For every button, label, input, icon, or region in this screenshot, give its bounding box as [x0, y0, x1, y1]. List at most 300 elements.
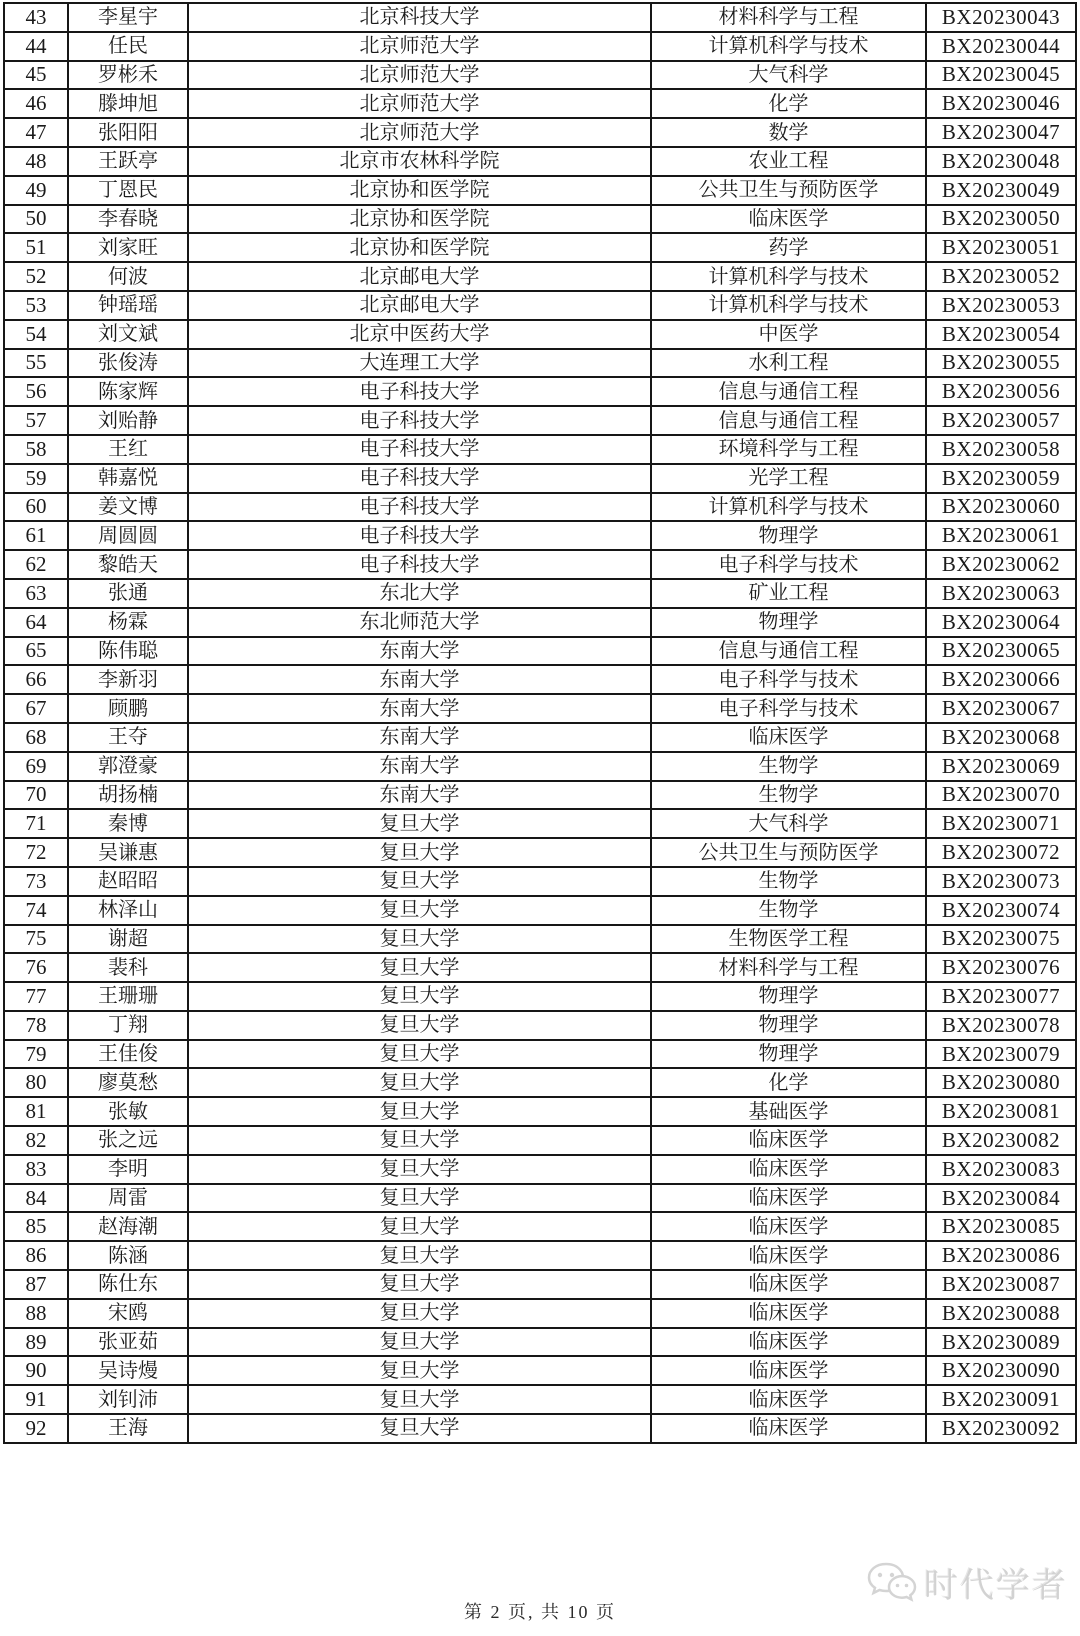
row-number: 87 — [4, 1270, 68, 1299]
university: 东南大学 — [188, 637, 651, 666]
discipline: 信息与通信工程 — [651, 377, 926, 406]
row-number: 88 — [4, 1299, 68, 1328]
table-row — [4, 781, 1076, 810]
discipline: 生物医学工程 — [651, 925, 926, 954]
registration-id: BX20230074 — [926, 896, 1076, 925]
registration-id: BX20230086 — [926, 1241, 1076, 1270]
student-name: 黎皓天 — [68, 550, 188, 579]
row-number: 63 — [4, 579, 68, 608]
university: 大连理工大学 — [188, 349, 651, 378]
university: 复旦大学 — [188, 1299, 651, 1328]
row-number: 81 — [4, 1097, 68, 1126]
table-row — [4, 406, 1076, 435]
student-name: 张俊涛 — [68, 349, 188, 378]
discipline: 大气科学 — [651, 61, 926, 90]
row-number: 44 — [4, 32, 68, 61]
student-name: 郭澄豪 — [68, 752, 188, 781]
registration-id: BX20230056 — [926, 377, 1076, 406]
row-number: 61 — [4, 521, 68, 550]
registration-id: BX20230081 — [926, 1097, 1076, 1126]
registration-id: BX20230065 — [926, 637, 1076, 666]
discipline: 临床医学 — [651, 1385, 926, 1414]
table-row — [4, 1328, 1076, 1357]
student-name: 丁翔 — [68, 1011, 188, 1040]
student-name: 刘贻静 — [68, 406, 188, 435]
university: 东南大学 — [188, 781, 651, 810]
table-row — [4, 867, 1076, 896]
university: 复旦大学 — [188, 1328, 651, 1357]
discipline: 临床医学 — [651, 1299, 926, 1328]
table-row — [4, 233, 1076, 262]
student-name: 廖莫愁 — [68, 1068, 188, 1097]
discipline: 生物学 — [651, 781, 926, 810]
row-number: 46 — [4, 89, 68, 118]
university: 北京市农林科学院 — [188, 147, 651, 176]
university: 北京协和医学院 — [188, 176, 651, 205]
table-row — [4, 1155, 1076, 1184]
table-row — [4, 809, 1076, 838]
discipline: 化学 — [651, 1068, 926, 1097]
student-name: 陈家辉 — [68, 377, 188, 406]
registration-id: BX20230085 — [926, 1212, 1076, 1241]
student-name: 刘家旺 — [68, 233, 188, 262]
table-row — [4, 493, 1076, 522]
university: 复旦大学 — [188, 1126, 651, 1155]
row-number: 47 — [4, 118, 68, 147]
registration-id: BX20230053 — [926, 291, 1076, 320]
row-number: 75 — [4, 925, 68, 954]
row-number: 55 — [4, 349, 68, 378]
discipline: 计算机科学与技术 — [651, 262, 926, 291]
registration-id: BX20230045 — [926, 61, 1076, 90]
table-row — [4, 377, 1076, 406]
row-number: 59 — [4, 464, 68, 493]
university: 复旦大学 — [188, 1097, 651, 1126]
discipline: 大气科学 — [651, 809, 926, 838]
registration-id: BX20230060 — [926, 493, 1076, 522]
registration-id: BX20230058 — [926, 435, 1076, 464]
roster-table-container — [3, 2, 1076, 1444]
table-row — [4, 1212, 1076, 1241]
table-row — [4, 1414, 1076, 1443]
university: 北京中医药大学 — [188, 320, 651, 349]
university: 复旦大学 — [188, 1040, 651, 1069]
registration-id: BX20230047 — [926, 118, 1076, 147]
table-row — [4, 1040, 1076, 1069]
registration-id: BX20230084 — [926, 1184, 1076, 1213]
row-number: 54 — [4, 320, 68, 349]
registration-id: BX20230073 — [926, 867, 1076, 896]
discipline: 计算机科学与技术 — [651, 291, 926, 320]
table-row — [4, 320, 1076, 349]
registration-id: BX20230066 — [926, 665, 1076, 694]
discipline: 临床医学 — [651, 1270, 926, 1299]
registration-id: BX20230048 — [926, 147, 1076, 176]
table-row — [4, 925, 1076, 954]
table-row — [4, 1011, 1076, 1040]
university: 北京师范大学 — [188, 32, 651, 61]
row-number: 77 — [4, 982, 68, 1011]
discipline: 临床医学 — [651, 1155, 926, 1184]
row-number: 72 — [4, 838, 68, 867]
university: 复旦大学 — [188, 1356, 651, 1385]
table-row — [4, 349, 1076, 378]
student-name: 张阳阳 — [68, 118, 188, 147]
student-name: 王佳俊 — [68, 1040, 188, 1069]
discipline: 生物学 — [651, 896, 926, 925]
row-number: 62 — [4, 550, 68, 579]
discipline: 化学 — [651, 89, 926, 118]
university: 电子科技大学 — [188, 464, 651, 493]
student-name: 顾鹏 — [68, 694, 188, 723]
row-number: 90 — [4, 1356, 68, 1385]
discipline: 信息与通信工程 — [651, 406, 926, 435]
discipline: 数学 — [651, 118, 926, 147]
registration-id: BX20230071 — [926, 809, 1076, 838]
student-name: 李星宇 — [68, 3, 188, 32]
row-number: 91 — [4, 1385, 68, 1414]
university: 东北师范大学 — [188, 608, 651, 637]
discipline: 光学工程 — [651, 464, 926, 493]
student-name: 刘文斌 — [68, 320, 188, 349]
student-name: 李明 — [68, 1155, 188, 1184]
registration-id: BX20230051 — [926, 233, 1076, 262]
university: 电子科技大学 — [188, 377, 651, 406]
university: 复旦大学 — [188, 982, 651, 1011]
student-name: 王珊珊 — [68, 982, 188, 1011]
table-row — [4, 665, 1076, 694]
row-number: 92 — [4, 1414, 68, 1443]
row-number: 70 — [4, 781, 68, 810]
table-row — [4, 550, 1076, 579]
table-row — [4, 435, 1076, 464]
university: 电子科技大学 — [188, 406, 651, 435]
registration-id: BX20230057 — [926, 406, 1076, 435]
row-number: 65 — [4, 637, 68, 666]
student-name: 钟瑶瑶 — [68, 291, 188, 320]
student-name: 何波 — [68, 262, 188, 291]
student-name: 张敏 — [68, 1097, 188, 1126]
discipline: 物理学 — [651, 1011, 926, 1040]
row-number: 80 — [4, 1068, 68, 1097]
university: 北京科技大学 — [188, 3, 651, 32]
discipline: 水利工程 — [651, 349, 926, 378]
row-number: 50 — [4, 205, 68, 234]
row-number: 45 — [4, 61, 68, 90]
university: 东南大学 — [188, 665, 651, 694]
discipline: 临床医学 — [651, 1241, 926, 1270]
table-row — [4, 723, 1076, 752]
row-number: 86 — [4, 1241, 68, 1270]
registration-id: BX20230046 — [926, 89, 1076, 118]
discipline: 生物学 — [651, 867, 926, 896]
registration-id: BX20230070 — [926, 781, 1076, 810]
registration-id: BX20230090 — [926, 1356, 1076, 1385]
university: 复旦大学 — [188, 838, 651, 867]
student-name: 林泽山 — [68, 896, 188, 925]
student-name: 王跃亭 — [68, 147, 188, 176]
university: 复旦大学 — [188, 1414, 651, 1443]
discipline: 信息与通信工程 — [651, 637, 926, 666]
registration-id: BX20230069 — [926, 752, 1076, 781]
registration-id: BX20230049 — [926, 176, 1076, 205]
table-row — [4, 1356, 1076, 1385]
discipline: 公共卫生与预防医学 — [651, 838, 926, 867]
student-name: 赵海潮 — [68, 1212, 188, 1241]
discipline: 临床医学 — [651, 1356, 926, 1385]
university: 电子科技大学 — [188, 550, 651, 579]
discipline: 计算机科学与技术 — [651, 493, 926, 522]
student-name: 陈涵 — [68, 1241, 188, 1270]
student-name: 谢超 — [68, 925, 188, 954]
table-row — [4, 953, 1076, 982]
student-name: 周雷 — [68, 1184, 188, 1213]
registration-id: BX20230091 — [926, 1385, 1076, 1414]
student-name: 杨霖 — [68, 608, 188, 637]
university: 电子科技大学 — [188, 435, 651, 464]
row-number: 83 — [4, 1155, 68, 1184]
registration-id: BX20230052 — [926, 262, 1076, 291]
university: 复旦大学 — [188, 867, 651, 896]
row-number: 73 — [4, 867, 68, 896]
registration-id: BX20230083 — [926, 1155, 1076, 1184]
row-number: 69 — [4, 752, 68, 781]
university: 东南大学 — [188, 723, 651, 752]
row-number: 71 — [4, 809, 68, 838]
discipline: 电子科学与技术 — [651, 550, 926, 579]
university: 北京师范大学 — [188, 118, 651, 147]
registration-id: BX20230072 — [926, 838, 1076, 867]
university: 北京师范大学 — [188, 61, 651, 90]
university: 复旦大学 — [188, 1011, 651, 1040]
student-name: 陈仕东 — [68, 1270, 188, 1299]
registration-id: BX20230088 — [926, 1299, 1076, 1328]
page-number-footer: 第 2 页, 共 10 页 — [464, 1602, 616, 1622]
discipline: 药学 — [651, 233, 926, 262]
table-row — [4, 1097, 1076, 1126]
student-name: 李新羽 — [68, 665, 188, 694]
row-number: 76 — [4, 953, 68, 982]
table-row — [4, 61, 1076, 90]
registration-id: BX20230068 — [926, 723, 1076, 752]
discipline: 电子科学与技术 — [651, 665, 926, 694]
student-name: 刘钊沛 — [68, 1385, 188, 1414]
row-number: 51 — [4, 233, 68, 262]
row-number: 74 — [4, 896, 68, 925]
university: 北京协和医学院 — [188, 205, 651, 234]
university: 复旦大学 — [188, 896, 651, 925]
registration-id: BX20230089 — [926, 1328, 1076, 1357]
row-number: 49 — [4, 176, 68, 205]
discipline: 物理学 — [651, 982, 926, 1011]
table-row — [4, 1241, 1076, 1270]
student-name: 滕坤旭 — [68, 89, 188, 118]
registration-id: BX20230077 — [926, 982, 1076, 1011]
discipline: 临床医学 — [651, 1212, 926, 1241]
row-number: 67 — [4, 694, 68, 723]
registration-id: BX20230054 — [926, 320, 1076, 349]
discipline: 临床医学 — [651, 1328, 926, 1357]
registration-id: BX20230082 — [926, 1126, 1076, 1155]
row-number: 53 — [4, 291, 68, 320]
registration-id: BX20230080 — [926, 1068, 1076, 1097]
row-number: 78 — [4, 1011, 68, 1040]
discipline: 材料科学与工程 — [651, 953, 926, 982]
registration-id: BX20230067 — [926, 694, 1076, 723]
registration-id: BX20230076 — [926, 953, 1076, 982]
student-name: 吴诗熳 — [68, 1356, 188, 1385]
table-row — [4, 896, 1076, 925]
table-row — [4, 1068, 1076, 1097]
discipline: 电子科学与技术 — [651, 694, 926, 723]
registration-id: BX20230092 — [926, 1414, 1076, 1443]
university: 北京协和医学院 — [188, 233, 651, 262]
registration-id: BX20230050 — [926, 205, 1076, 234]
registration-id: BX20230043 — [926, 3, 1076, 32]
student-name: 张亚茹 — [68, 1328, 188, 1357]
table-row — [4, 291, 1076, 320]
table-row — [4, 205, 1076, 234]
table-row — [4, 608, 1076, 637]
table-row — [4, 464, 1076, 493]
table-row — [4, 147, 1076, 176]
row-number: 79 — [4, 1040, 68, 1069]
university: 东南大学 — [188, 752, 651, 781]
table-row — [4, 521, 1076, 550]
student-name: 宋鸥 — [68, 1299, 188, 1328]
discipline: 环境科学与工程 — [651, 435, 926, 464]
discipline: 临床医学 — [651, 1126, 926, 1155]
discipline: 基础医学 — [651, 1097, 926, 1126]
discipline: 临床医学 — [651, 723, 926, 752]
student-name: 张之远 — [68, 1126, 188, 1155]
row-number: 52 — [4, 262, 68, 291]
university: 复旦大学 — [188, 1270, 651, 1299]
table-row — [4, 982, 1076, 1011]
row-number: 60 — [4, 493, 68, 522]
table-row — [4, 838, 1076, 867]
row-number: 82 — [4, 1126, 68, 1155]
student-name: 吴谦惠 — [68, 838, 188, 867]
registration-id: BX20230075 — [926, 925, 1076, 954]
table-row — [4, 1126, 1076, 1155]
registration-id: BX20230061 — [926, 521, 1076, 550]
student-name: 张通 — [68, 579, 188, 608]
row-number: 58 — [4, 435, 68, 464]
row-number: 56 — [4, 377, 68, 406]
discipline: 公共卫生与预防医学 — [651, 176, 926, 205]
registration-id: BX20230063 — [926, 579, 1076, 608]
row-number: 43 — [4, 3, 68, 32]
student-name: 王海 — [68, 1414, 188, 1443]
discipline: 计算机科学与技术 — [651, 32, 926, 61]
table-row — [4, 637, 1076, 666]
table-row — [4, 694, 1076, 723]
registration-id: BX20230062 — [926, 550, 1076, 579]
university: 电子科技大学 — [188, 521, 651, 550]
row-number: 84 — [4, 1184, 68, 1213]
registration-id: BX20230055 — [926, 349, 1076, 378]
table-row — [4, 1270, 1076, 1299]
row-number: 48 — [4, 147, 68, 176]
student-name: 陈伟聪 — [68, 637, 188, 666]
student-name: 罗彬禾 — [68, 61, 188, 90]
discipline: 物理学 — [651, 608, 926, 637]
university: 电子科技大学 — [188, 493, 651, 522]
table-row — [4, 176, 1076, 205]
table-row — [4, 1299, 1076, 1328]
discipline: 中医学 — [651, 320, 926, 349]
student-name: 丁恩民 — [68, 176, 188, 205]
university: 复旦大学 — [188, 1241, 651, 1270]
registration-id: BX20230079 — [926, 1040, 1076, 1069]
discipline: 临床医学 — [651, 205, 926, 234]
student-name: 秦博 — [68, 809, 188, 838]
registration-id: BX20230087 — [926, 1270, 1076, 1299]
row-number: 68 — [4, 723, 68, 752]
student-name: 赵昭昭 — [68, 867, 188, 896]
watermark-label: 时代学者 — [924, 1568, 1068, 1605]
table-row — [4, 262, 1076, 291]
student-name: 周圆圆 — [68, 521, 188, 550]
university: 复旦大学 — [188, 1155, 651, 1184]
discipline: 材料科学与工程 — [651, 3, 926, 32]
university: 复旦大学 — [188, 925, 651, 954]
discipline: 生物学 — [651, 752, 926, 781]
university: 北京邮电大学 — [188, 291, 651, 320]
table-row — [4, 32, 1076, 61]
university: 东北大学 — [188, 579, 651, 608]
discipline: 临床医学 — [651, 1414, 926, 1443]
registration-id: BX20230059 — [926, 464, 1076, 493]
table-row — [4, 579, 1076, 608]
university: 复旦大学 — [188, 1212, 651, 1241]
discipline: 矿业工程 — [651, 579, 926, 608]
discipline: 农业工程 — [651, 147, 926, 176]
table-body — [4, 3, 1076, 1443]
student-name: 姜文博 — [68, 493, 188, 522]
student-name: 任民 — [68, 32, 188, 61]
roster-table — [3, 2, 1077, 1444]
university: 复旦大学 — [188, 1385, 651, 1414]
registration-id: BX20230064 — [926, 608, 1076, 637]
row-number: 64 — [4, 608, 68, 637]
university: 复旦大学 — [188, 953, 651, 982]
registration-id: BX20230078 — [926, 1011, 1076, 1040]
table-row — [4, 89, 1076, 118]
student-name: 胡扬楠 — [68, 781, 188, 810]
row-number: 66 — [4, 665, 68, 694]
table-row — [4, 1385, 1076, 1414]
discipline: 物理学 — [651, 1040, 926, 1069]
row-number: 89 — [4, 1328, 68, 1357]
discipline: 物理学 — [651, 521, 926, 550]
university: 北京师范大学 — [188, 89, 651, 118]
table-row — [4, 752, 1076, 781]
university: 复旦大学 — [188, 809, 651, 838]
student-name: 李春晓 — [68, 205, 188, 234]
student-name: 裴科 — [68, 953, 188, 982]
student-name: 韩嘉悦 — [68, 464, 188, 493]
row-number: 57 — [4, 406, 68, 435]
registration-id: BX20230044 — [926, 32, 1076, 61]
university: 复旦大学 — [188, 1068, 651, 1097]
table-row — [4, 3, 1076, 32]
university: 东南大学 — [188, 694, 651, 723]
discipline: 临床医学 — [651, 1184, 926, 1213]
university: 复旦大学 — [188, 1184, 651, 1213]
table-row — [4, 1184, 1076, 1213]
